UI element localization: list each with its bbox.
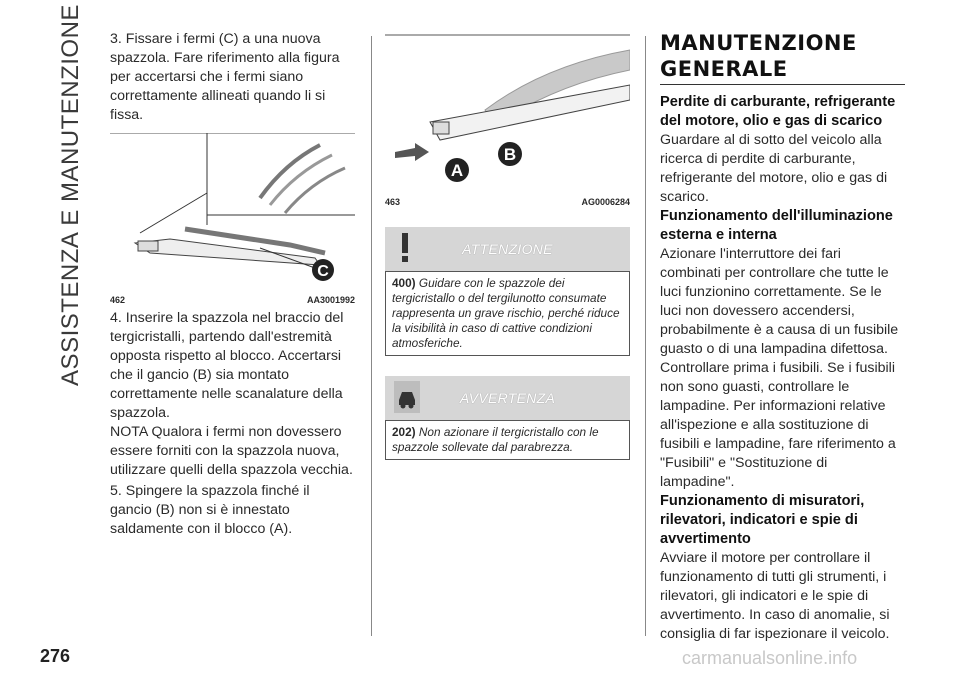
subheading-lighting: Funzionamento dell'illuminazione esterna e interna [660, 208, 893, 243]
callout-a-label: A [450, 161, 464, 180]
gauges-text: Avviare il motore per controllare il funzionamento di tutti gli strumenti, i rilevatori, gli indicatori e le spie di avvertimento. In caso di anomalie, si consiglia di far ispezionare il veicolo. [660, 550, 890, 642]
note-text: NOTA Qualora i fermi non dovessero essere forniti con la spazzola nuova, utilizzare quelli della spazzola vecchia. [110, 424, 353, 478]
column-divider [371, 36, 372, 636]
column-3 [660, 30, 905, 644]
caution-header [385, 376, 630, 420]
warning-text: Guidare con le spazzole dei tergicristallo o del tergilunotto consumate rappresenta un grave rischio, perché riduce la visibilità in caso di cattive condizioni atmosferiche. [392, 276, 620, 350]
column-1 [110, 30, 355, 539]
page-number: 276 [40, 646, 71, 666]
title-underline [660, 84, 905, 85]
section-title: MANUTENZIONE GENERALE [660, 31, 857, 81]
caution-number: 202) [392, 425, 416, 439]
watermark: carmanualsonline.info [682, 648, 858, 668]
warning-box [385, 227, 630, 356]
figure-caption [385, 197, 630, 207]
figure-number: 462 [110, 295, 126, 305]
figure-caption [110, 295, 355, 305]
step-3-text: 3. Fissare i fermi (C) a una nuova spazzola. Fare riferimento alla figura per accertarsi che i fermi siano correttamente allineati quando li si fissa. [110, 31, 340, 123]
leaks-text: Guardare al di sotto del veicolo alla ricerca di perdite di carburante, refrigerante del motore, olio e gas di scarico. [660, 132, 888, 205]
caution-title: AVVERTENZA [459, 390, 556, 406]
wiper-clip-illustration [110, 133, 355, 293]
figure-number: 463 [385, 197, 401, 207]
caution-body [385, 420, 630, 460]
figure-code: AG0006284 [581, 197, 630, 207]
figure-code: AA3001992 [306, 295, 355, 305]
arrow-icon [395, 143, 429, 161]
warning-title: ATTENZIONE [462, 241, 553, 257]
wiper-lock-illustration [385, 30, 630, 195]
caution-text: Non azionare il tergicristallo con le spazzole sollevate dal parabrezza. [392, 425, 599, 454]
subheading-leaks: Perdite di carburante, refrigerante del motore, olio e gas di scarico [660, 94, 896, 129]
side-section-tab [56, 4, 86, 386]
figure-462 [110, 133, 355, 305]
callout-b-label: B [503, 145, 517, 164]
warning-body [385, 271, 630, 356]
side-tab-label: ASSISTENZA E MANUTENZIONE [57, 4, 84, 386]
column-divider [645, 36, 646, 636]
step-4-text: 4. Inserire la spazzola nel braccio del tergicristalli, partendo dall'estremità opposta rispetto al blocco. Accertarsi che il gancio (B) sia montato correttamente nelle scanalature della spazzola. [110, 310, 344, 421]
lighting-text: Azionare l'interruttore dei fari combinati per controllare che tutte le luci funzionino correttamente. Se le luci non dovessero accendersi, probabilmente è a causa di un fusibile guasto o di una lampadina difettosa. Controllare prima i fusibili. Se i fusibili non sono guasti, controllare le lampadine. Per informazioni relative all'ispezione e alla sostituzione di fusibili e lampadine, fare riferimento a "Fusibili" e "Sostituzione di lampadine". [660, 246, 899, 490]
column-2 [385, 30, 630, 460]
warning-header [385, 227, 630, 271]
figure-463 [385, 30, 630, 207]
step-5-text: 5. Spingere la spazzola finché il gancio (B) non si è innestato saldamente con il blocco (A). [110, 483, 310, 537]
callout-c-label: C [317, 263, 329, 280]
warning-number: 400) [392, 276, 416, 290]
subheading-gauges: Funzionamento di misuratori, rilevatori, indicatori e spie di avvertimento [660, 493, 865, 547]
caution-box [385, 376, 630, 460]
